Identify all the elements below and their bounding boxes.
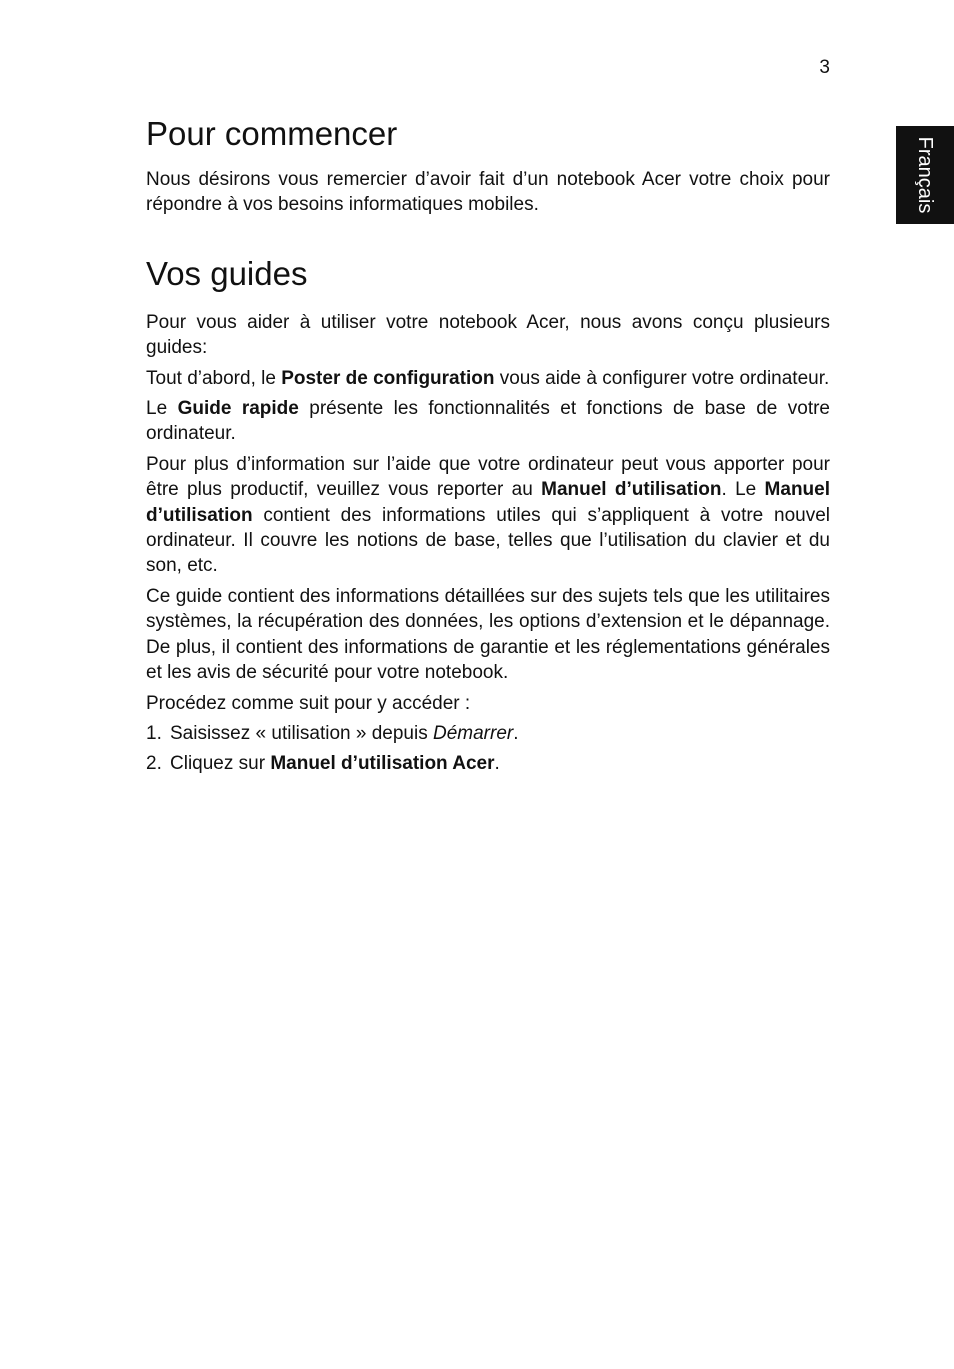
guide-rapide-text-before: Le xyxy=(146,398,178,420)
guide-rapide-title: Guide rapide xyxy=(177,398,299,420)
step-text-main: Saisissez « utilisation » depuis xyxy=(170,722,433,744)
step-text-end: . xyxy=(494,753,500,775)
poster-title: Poster de configuration xyxy=(281,367,495,389)
language-tab xyxy=(896,126,954,224)
access-instructions-paragraph: Procédez comme suit pour y accéder : xyxy=(146,692,471,714)
language-tab-label: Français xyxy=(914,136,936,214)
manuel-text-part3: contient des informations utiles qui s’appliquent à votre nouvel ordinateur. Il couvre les notions de base, telles que l’utilisation du clavier et du son, etc. xyxy=(146,504,830,577)
manuel-paragraph xyxy=(146,452,830,579)
manuel-text-part1: Pour plus d’information sur l’aide que votre ordinateur peut vous apporter pour être plus productif, veuillez vous reporter au xyxy=(146,453,830,501)
page-content xyxy=(146,112,830,782)
manuel-title-2: Manuel d’utilisation xyxy=(146,479,830,526)
step-number: 2. xyxy=(146,753,162,775)
steps-list xyxy=(146,721,830,777)
poster-text-after: vous aide à configurer votre ordinateur. xyxy=(494,367,830,389)
manuel-text-part2: . Le xyxy=(721,479,765,501)
manuel-title-1: Manuel d’utilisation xyxy=(541,479,722,501)
step-bold-term: Manuel d’utilisation Acer xyxy=(270,753,495,775)
poster-paragraph xyxy=(146,366,830,391)
guide-rapide-text-after: présente les fonctionnalités et fonctions de base de votre ordinateur. xyxy=(146,398,830,445)
intro-paragraph: Nous désirons vous remercier d’avoir fait d’un notebook Acer votre choix pour répondre à vos besoins informatiques mobiles. xyxy=(146,169,830,216)
step-number: 1. xyxy=(146,722,162,744)
guides-intro-paragraph: Pour vous aider à utiliser votre notebook Acer, nous avons conçu plusieurs guides: xyxy=(146,311,830,359)
step-text-main: Cliquez sur xyxy=(170,753,271,775)
heading-pour-commencer: Pour commencer xyxy=(146,115,398,152)
page-number: 3 xyxy=(819,57,830,78)
poster-text-before: Tout d’abord, le xyxy=(146,367,282,389)
step-text xyxy=(170,721,519,746)
list-item xyxy=(146,721,830,746)
guide-rapide-paragraph xyxy=(146,396,830,447)
step-text-end: . xyxy=(513,722,519,744)
step-text xyxy=(170,751,500,776)
list-item xyxy=(146,751,830,776)
guide-content-paragraph: Ce guide contient des informations détaillées sur des sujets tels que les utilitaires systèmes, la récupération des données, les options d’extension et le dépannage. De plus, il contient des informations de garantie et les réglementations générales et les avis de sécurité pour votre notebook. xyxy=(146,585,830,684)
heading-vos-guides: Vos guides xyxy=(146,254,308,292)
step-italic-term: Démarrer xyxy=(432,722,514,744)
